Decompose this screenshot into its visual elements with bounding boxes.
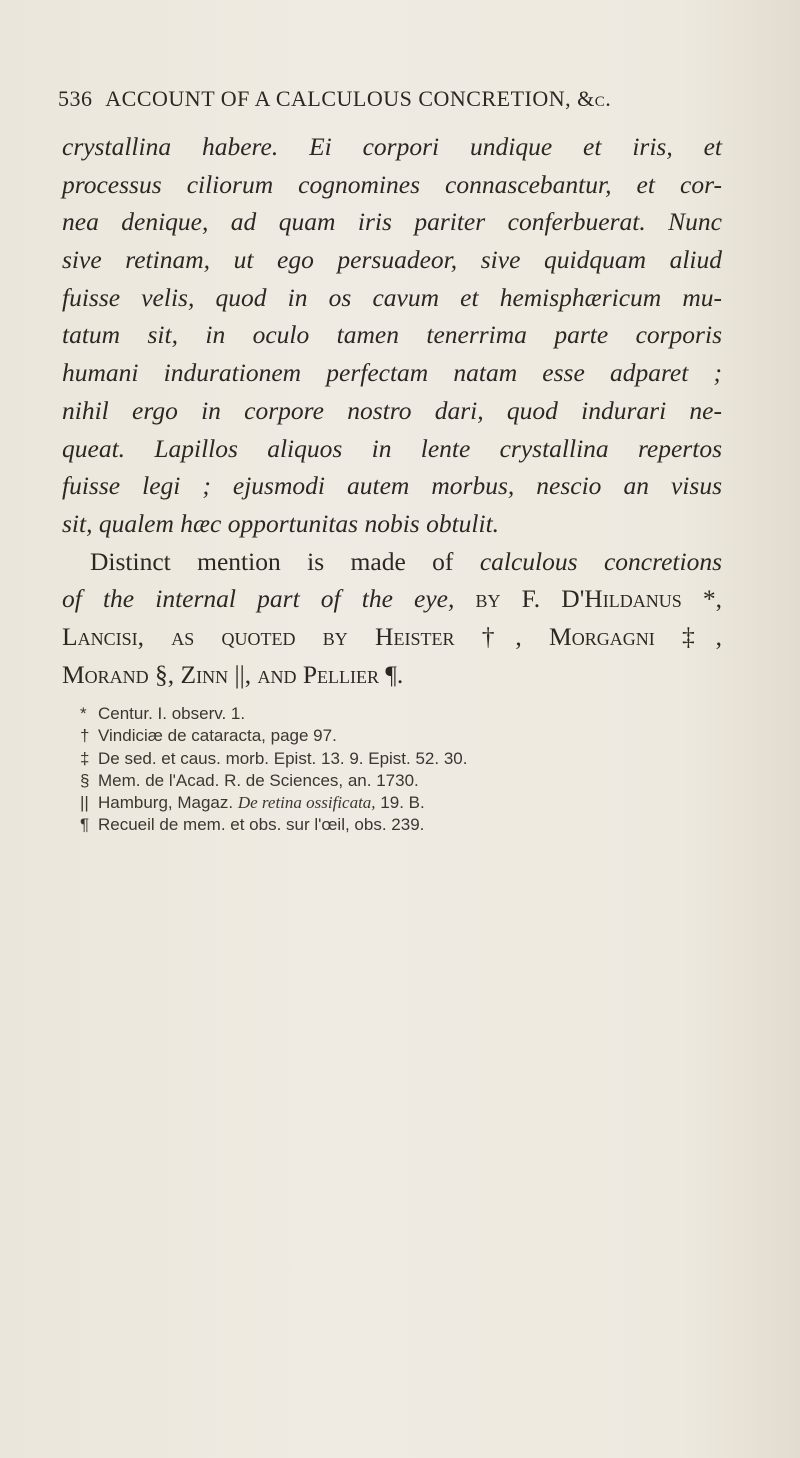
text-line: queat. Lapillos aliquos in lente crystallina repertos xyxy=(62,433,722,463)
italic-phrase: calculous concretions xyxy=(479,546,722,576)
footnote-text: Hamburg, Magaz. xyxy=(98,793,238,813)
text-line: nihil ergo in corpore nostro dari, quod indurari ne- xyxy=(62,395,722,425)
text-line: processus ciliorum cognomines connascebantur, et cor- xyxy=(62,169,722,199)
footnote-text: De sed. et caus. morb. Epist. 13. 9. Epist. 52. 30. xyxy=(98,748,468,768)
page-number: 536 xyxy=(58,86,93,111)
text-line: crystallina habere. Ei corpori undique et iris, et xyxy=(62,132,722,161)
text-line: sit, qualem hæc opportunitas nobis obtulit. xyxy=(62,508,500,538)
footnote xyxy=(80,792,720,814)
footnote-mark: § xyxy=(80,770,90,790)
footnotes xyxy=(80,703,720,837)
text-line: Morand §, Zinn ||, and Pellier ¶. xyxy=(62,659,404,689)
footnote-mark: ‡ xyxy=(80,748,90,768)
footnote-mark: ¶ xyxy=(80,815,90,835)
text-line: sive retinam, ut ego persuadeor, sive quidquam aliud xyxy=(62,245,722,275)
text-span: by F. D'Hildanus *, xyxy=(454,584,722,614)
footnote xyxy=(80,748,720,770)
footnote-mark: || xyxy=(80,793,89,813)
footnote-text: Centur. I. observ. 1. xyxy=(98,704,246,723)
body-text xyxy=(62,128,722,693)
paragraph-start-line xyxy=(62,543,722,581)
footnote-title: De retina ossificata, xyxy=(237,793,376,813)
text-line: fuisse legi ; ejusmodi autem morbus, nescio an visus xyxy=(62,471,722,501)
footnote-text: 19. B. xyxy=(375,793,425,813)
text-line: humani indurationem perfectam natam esse adparet ; xyxy=(62,358,722,388)
text-line xyxy=(62,580,722,618)
text-line: Lancisi, as quoted by Heister †, Morgagni ‡, xyxy=(62,621,722,651)
running-header xyxy=(58,86,738,112)
footnote xyxy=(80,770,720,792)
footnote xyxy=(80,725,720,747)
text-line: nea denique, ad quam iris pariter conferbuerat. Nunc xyxy=(62,207,722,237)
footnote-mark: † xyxy=(80,726,90,746)
footnote-text: Mem. de l'Acad. R. de Sciences, an. 1730. xyxy=(98,770,419,790)
italic-phrase: of the internal part of the eye, xyxy=(62,584,455,614)
footnote xyxy=(80,814,720,836)
text-line: tatum sit, in oculo tamen tenerrima parte corporis xyxy=(62,320,722,350)
text-span: Distinct mention is made of xyxy=(90,546,480,576)
text-line: fuisse velis, quod in os cavum et hemisphæricum mu- xyxy=(62,282,722,312)
footnote-text: Recueil de mem. et obs. sur l'œil, obs. 239. xyxy=(98,815,425,835)
footnote xyxy=(80,703,720,725)
footnote-mark: * xyxy=(80,704,87,723)
footnote-text: Vindiciæ de cataracta, page 97. xyxy=(98,726,337,746)
running-title: ACCOUNT OF A CALCULOUS CONCRETION, &c. xyxy=(105,86,612,111)
